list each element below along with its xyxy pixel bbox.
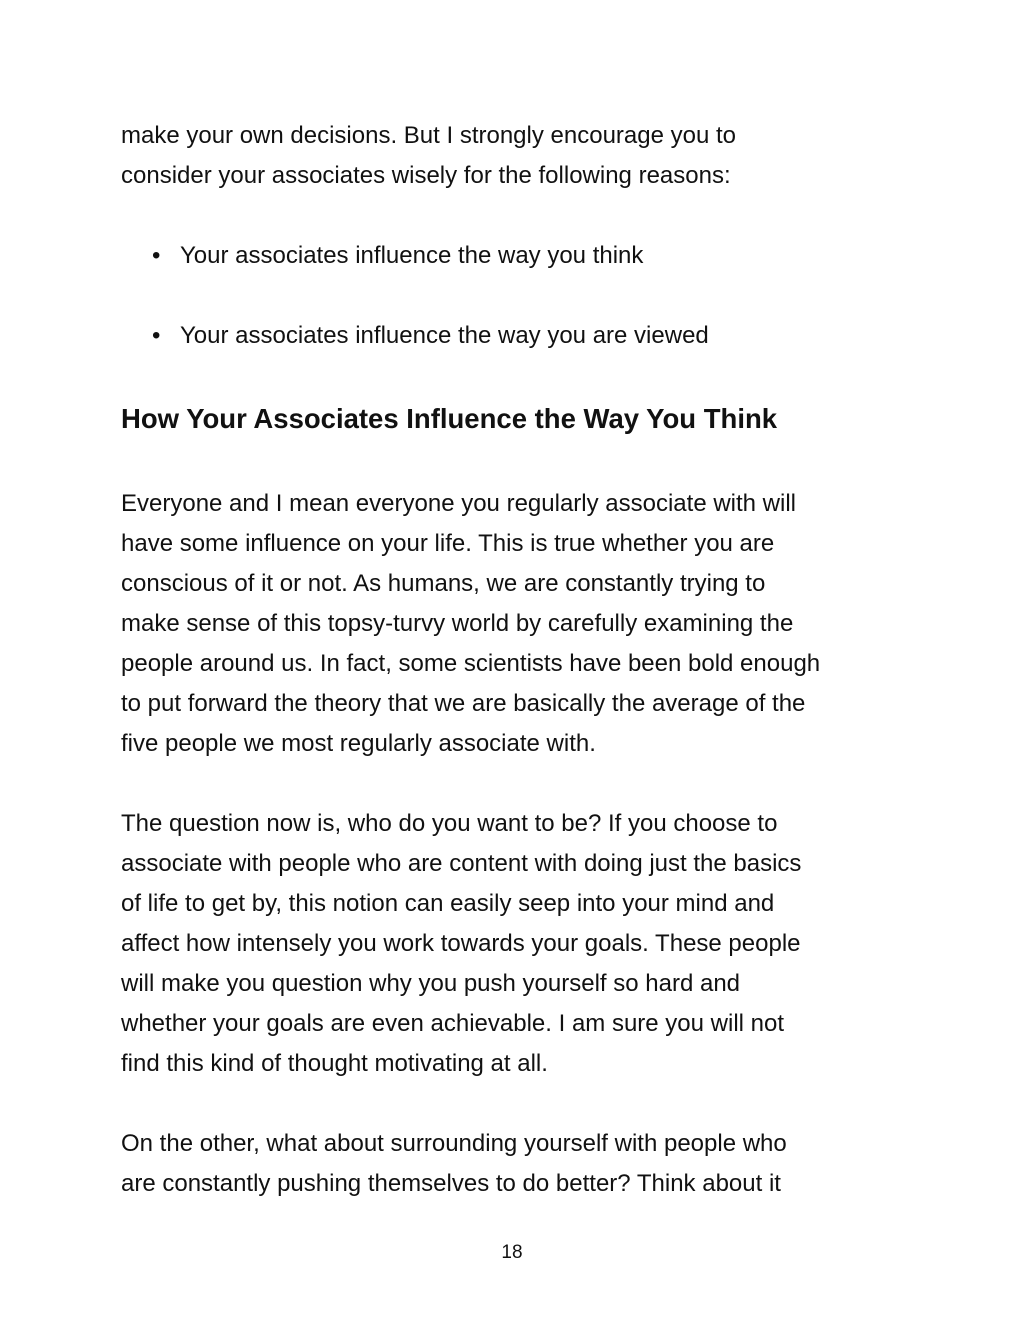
text-line: are constantly pushing themselves to do better? Think about it: [121, 1170, 781, 1197]
text-line: find this kind of thought motivating at all.: [121, 1050, 548, 1077]
bullet-symbol: •: [152, 242, 161, 269]
text-line: consider your associates wisely for the following reasons:: [121, 162, 731, 189]
text-line: people around us. In fact, some scientists have been bold enough: [121, 650, 821, 677]
text-line: to put forward the theory that we are basically the average of the: [121, 690, 806, 717]
paragraph-everyone: [121, 484, 921, 764]
text-line: will make you question why you push yourself so hard and: [121, 970, 741, 997]
text-line: conscious of it or not. As humans, we are constantly trying to: [121, 570, 766, 597]
section-heading: How Your Associates Influence the Way You Think: [121, 403, 778, 434]
bullet-item-think: [152, 236, 643, 276]
text-line: The question now is, who do you want to be? If you choose to: [121, 810, 778, 837]
text-line: affect how intensely you work towards your goals. These people: [121, 930, 801, 957]
bullet-text: Your associates influence the way you are viewed: [180, 322, 709, 349]
text-line: make sense of this topsy-turvy world by carefully examining the: [121, 610, 794, 637]
text-line: of life to get by, this notion can easily seep into your mind and: [121, 890, 775, 917]
text-line: associate with people who are content with doing just the basics: [121, 850, 802, 877]
page-number: 18: [501, 1242, 523, 1263]
bullet-item-viewed: [152, 316, 709, 356]
bullet-text: Your associates influence the way you think: [180, 242, 644, 269]
text-line: five people we most regularly associate with.: [121, 730, 596, 757]
paragraph-other: [121, 1124, 921, 1204]
text-line: make your own decisions. But I strongly encourage you to: [121, 122, 736, 149]
text-line: whether your goals are even achievable. I am sure you will not: [121, 1010, 785, 1037]
text-line: have some influence on your life. This is true whether you are: [121, 530, 775, 557]
text-line: On the other, what about surrounding yourself with people who: [121, 1130, 787, 1157]
text-line: Everyone and I mean everyone you regularly associate with will: [121, 490, 797, 517]
intro-paragraph: [121, 116, 921, 196]
paragraph-question: [121, 804, 921, 1084]
bullet-symbol: •: [152, 322, 161, 349]
